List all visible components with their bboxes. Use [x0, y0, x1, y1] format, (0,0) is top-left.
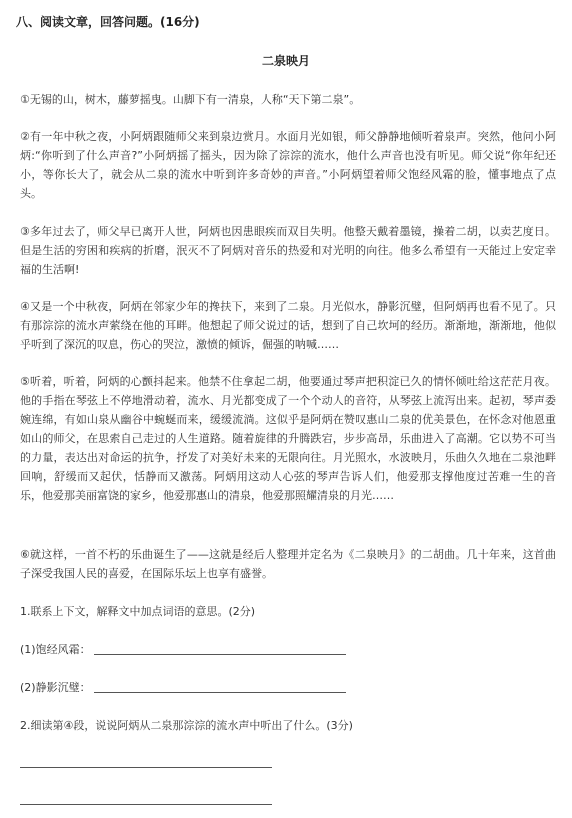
answer-line-1-1[interactable] — [94, 654, 346, 655]
paragraph-6: ⑥就这样，一首不朽的乐曲诞生了——这就是经后人整理并定名为《二泉映月》的二胡曲。几十年来，这首曲子深受我国人民的喜爱，在国际乐坛上也享有盛誉。 — [20, 548, 556, 580]
question-2: 2.细读第④段，说说阿炳从二泉那淙淙的流水声中听出了什么。(3分) — [20, 719, 353, 732]
paragraph-2: ②有一年中秋之夜，小阿炳跟随师父来到泉边赏月。水面月光如银，师父静静地倾听着泉声。突然，他问小阿炳:“你听到了什么声音?”小阿炳摇了摇头，因为除了淙淙的流水，他什么声音也没有听见。师父说“你年纪还小，等你长大了，就会从二泉的流水中听到许多奇妙的声音。”小阿炳望着师父饱经风霜的脸，懂事地点了点头。 — [20, 130, 556, 200]
question-1-1-label: (1)饱经风霜： — [20, 643, 91, 656]
answer-line-2-2[interactable] — [20, 804, 272, 805]
answer-line-1-2[interactable] — [94, 692, 346, 693]
section-title: 八、阅读文章，回答问题。(16分) — [16, 15, 200, 29]
question-1-2-label: (2)静影沉璧： — [20, 681, 91, 694]
paragraph-4: ④又是一个中秋夜，阿炳在邻家少年的搀扶下，来到了二泉。月光似水，静影沉璧，但阿炳再也看不见了。只有那淙淙的流水声萦绕在他的耳畔。他想起了师父说过的话，想到了自己坎坷的经历。渐渐地，渐渐地，他似乎听到了深沉的叹息，伤心的哭泣，激愤的倾诉，倔强的呐喊…… — [20, 300, 556, 351]
answer-line-2-1[interactable] — [20, 767, 272, 768]
paragraph-3: ③多年过去了，师父早已离开人世，阿炳也因患眼疾而双目失明。他整天戴着墨镜，操着二胡，以卖艺度日。但是生活的穷困和疾病的折磨，泯灭不了阿炳对音乐的热爱和对光明的向往。他多么希望有一天能过上安定幸福的生活啊! — [20, 225, 556, 276]
article-title: 二泉映月 — [261, 54, 310, 68]
question-1: 1.联系上下文，解释文中加点词语的意思。(2分) — [20, 605, 256, 618]
paragraph-1: ①无锡的山，树木，藤萝摇曳。山脚下有一清泉，人称“天下第二泉”。 — [20, 93, 361, 106]
paragraph-5: ⑤听着，听着，阿炳的心颤抖起来。他禁不住拿起二胡，他要通过琴声把积淀已久的情怀倾吐给这茫茫月夜。他的手指在琴弦上不停地滑动着，流水、月光都变成了一个个动人的音符，从琴弦上流泻出来。起初，琴声委婉连绵，有如山泉从幽谷中蜿蜒而来，缓缓流淌。这似乎是阿炳在赞叹惠山二泉的优美景色，在怀念对他恩重如山的师父，在思索自己走过的人生道路。随着旋律的升腾跌宕，步步高昂，乐曲进入了高潮。它以势不可当的力量，表达出对命运的抗争，抒发了对美好未来的无限向往。月光照水，水波映月，乐曲久久地在二泉池畔回响，舒缓而又起伏，恬静而又激荡。阿炳用这动人心弦的琴声告诉人们，他爱那支撑他度过苦难一生的音乐，他爱那美丽富饶的家乡，他爱那惠山的清泉，他爱那照耀清泉的月光…… — [20, 375, 556, 502]
